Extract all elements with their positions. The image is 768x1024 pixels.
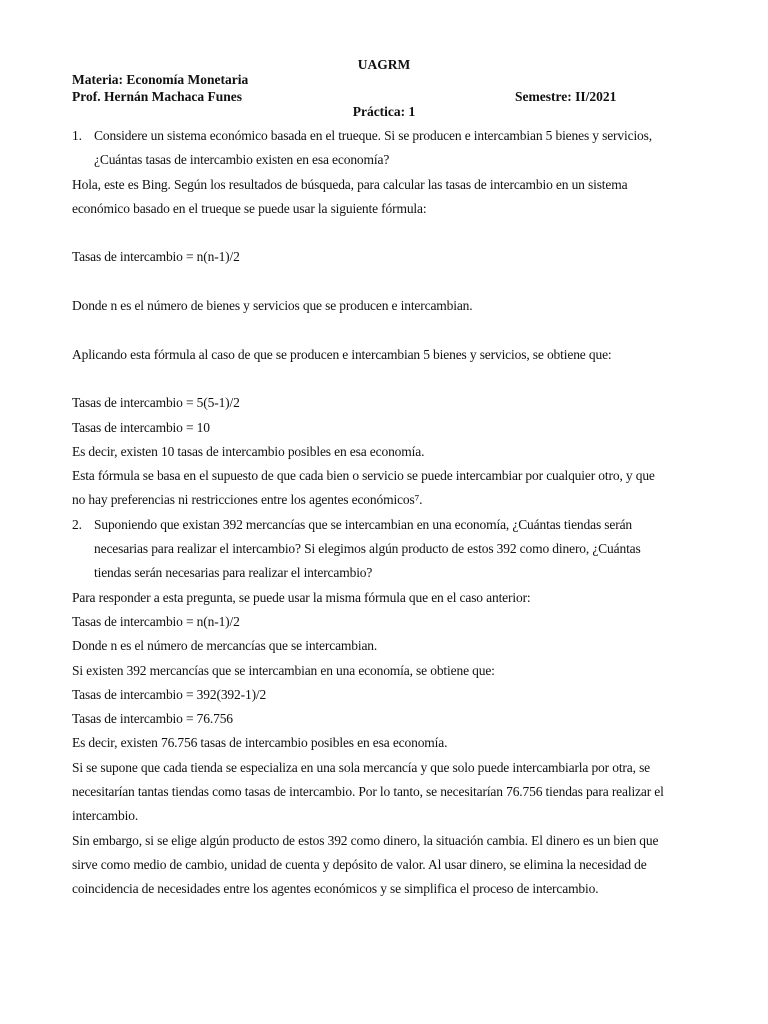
answer-1-calc: Tasas de intercambio = 5(5-1)/2	[72, 395, 240, 411]
question-1-line: ¿Cuántas tasas de intercambio existen en esa economía?	[94, 152, 390, 168]
answer-1-result: Es decir, existen 10 tasas de intercambio posibles en esa economía.	[72, 443, 425, 459]
answer-1-intro: económico basado en el trueque se puede usar la siguiente fórmula:	[72, 200, 427, 216]
question-2-number: 2.	[72, 516, 82, 532]
answer-2-stores: Si se supone que cada tienda se especializa en una sola mercancía y que solo puede intercambiarla por otra, se	[72, 759, 651, 775]
answer-2-calc: Tasas de intercambio = 392(392-1)/2	[72, 686, 267, 702]
answer-1-calc: Tasas de intercambio = 10	[72, 419, 210, 435]
answer-1-formula: Tasas de intercambio = n(n-1)/2	[72, 249, 240, 265]
answer-1-basis: Esta fórmula se basa en el supuesto de que cada bien o servicio se puede intercambiar por cualquier otro, y que	[72, 468, 655, 484]
practice-title: Práctica: 1	[352, 104, 416, 119]
question-1-line	[72, 124, 702, 148]
professor-line: Prof. Hernán Machaca Funes	[72, 89, 242, 104]
answer-2-result: Es decir, existen 76.756 tasas de intercambio posibles en esa economía.	[72, 735, 448, 751]
answer-1-basis: no hay preferencias ni restricciones entre los agentes económicos⁷.	[72, 492, 423, 508]
question-2-text: Suponiendo que existan 392 mercancías que se intercambian en una economía, ¿Cuántas tiendas serán	[94, 516, 633, 532]
answer-2-money: Sin embargo, si se elige algún producto de estos 392 como dinero, la situación cambia. El dinero es un bien que	[72, 832, 659, 848]
answer-2-money: coincidencia de necesidades entre los agentes económicos y se simplifica el proceso de intercambio.	[72, 881, 599, 897]
answer-2-stores: necesitarían tantas tiendas como tasas de intercambio. Por lo tanto, se necesitarían 76.756 tiendas para realizar el	[72, 784, 664, 800]
question-2-line: necesarias para realizar el intercambio? Si elegimos algún producto de estos 392 como dinero, ¿Cuántas	[94, 541, 641, 557]
subject-line: Materia: Economía Monetaria	[72, 72, 249, 87]
answer-1-where: Donde n es el número de bienes y servicios que se producen e intercambian.	[72, 298, 473, 314]
answer-2-if: Si existen 392 mercancías que se intercambian en una economía, se obtiene que:	[72, 662, 495, 678]
semester-line: Semestre: II/2021	[515, 89, 617, 104]
answer-2-where: Donde n es el número de mercancías que se intercambian.	[72, 638, 378, 654]
question-2-line	[72, 513, 702, 537]
answer-2-calc: Tasas de intercambio = 76.756	[72, 711, 233, 727]
answer-2-stores: intercambio.	[72, 808, 139, 824]
answer-2-money: sirve como medio de cambio, unidad de cuenta y depósito de valor. Al usar dinero, se elimina la necesidad de	[72, 856, 647, 872]
question-1-number: 1.	[72, 128, 82, 143]
answer-1-intro: Hola, este es Bing. Según los resultados de búsqueda, para calcular las tasas de intercambio en un sistema	[72, 176, 628, 192]
question-2-line: tiendas serán necesarias para realizar el intercambio?	[94, 565, 373, 581]
document-body	[72, 124, 702, 902]
university-title: UAGRM	[357, 57, 411, 72]
answer-2-formula: Tasas de intercambio = n(n-1)/2	[72, 613, 240, 629]
answer-2-intro: Para responder a esta pregunta, se puede usar la misma fórmula que en el caso anterior:	[72, 589, 531, 605]
question-1-text: Considere un sistema económico basada en el trueque. Si se producen e intercambian 5 bienes y servicios,	[94, 128, 652, 143]
answer-1-apply: Aplicando esta fórmula al caso de que se producen e intercambian 5 bienes y servicios, se obtiene que:	[72, 346, 612, 362]
